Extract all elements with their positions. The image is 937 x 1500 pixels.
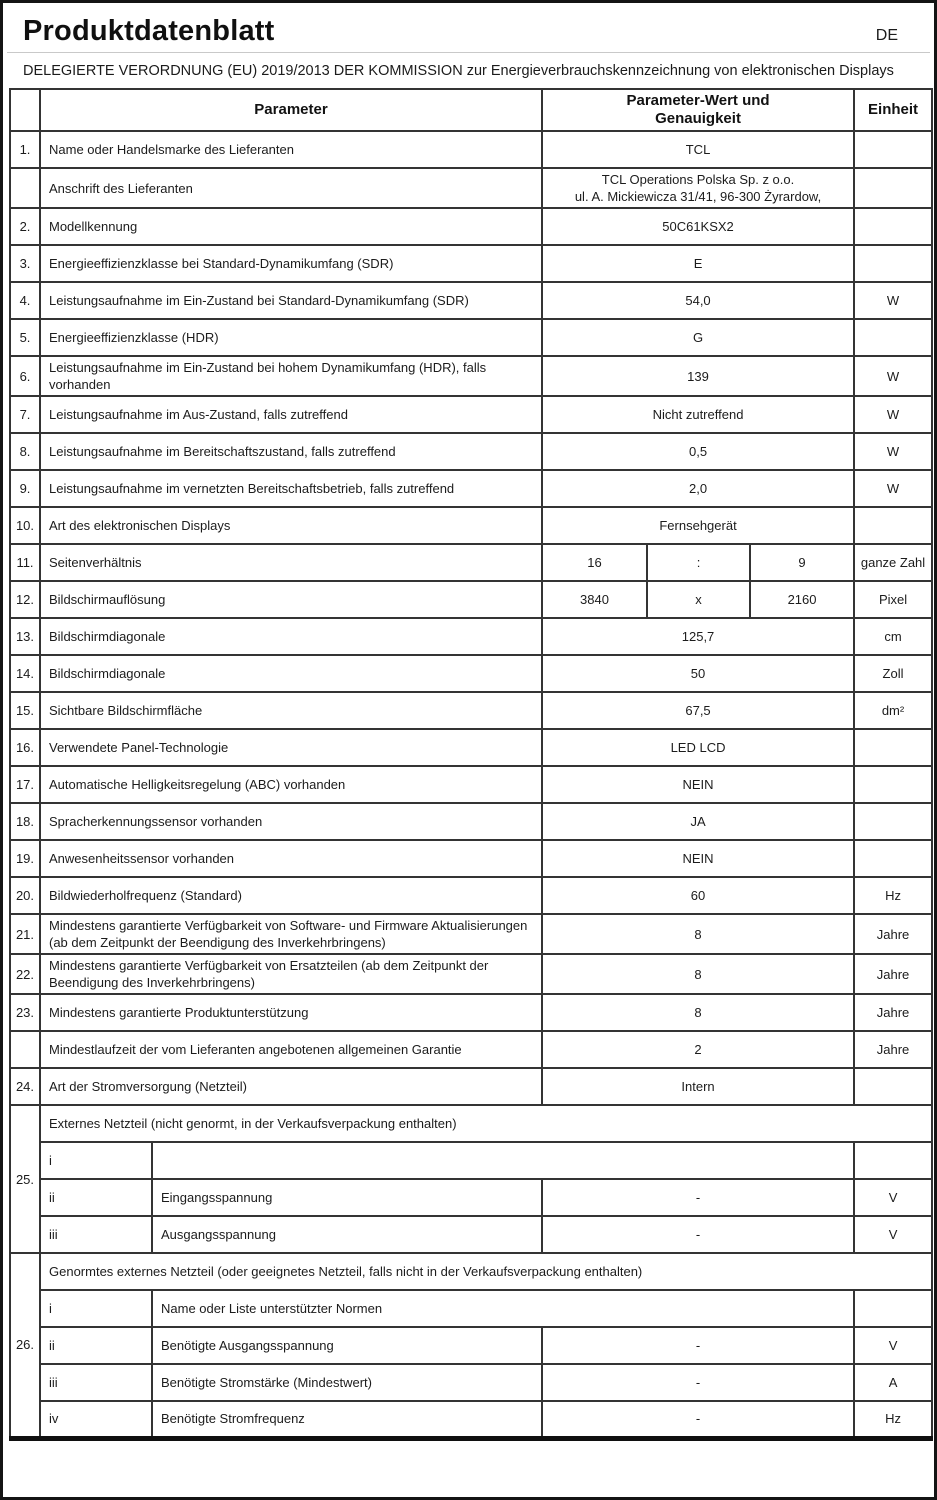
- row-number: 18.: [10, 803, 40, 840]
- parameter-label: Leistungsaufnahme im Aus-Zustand, falls zutreffend: [40, 396, 542, 433]
- table-row: [10, 507, 932, 544]
- subrow-label: Name oder Liste unterstützter Normen: [152, 1290, 854, 1327]
- row-number: 2.: [10, 208, 40, 245]
- table-row: [10, 131, 932, 168]
- parameter-unit: Jahre: [854, 1031, 932, 1068]
- parameter-label: Name oder Handelsmarke des Lieferanten: [40, 131, 542, 168]
- parameter-unit: [854, 319, 932, 356]
- table-row: [10, 581, 932, 618]
- parameter-value: 50: [542, 655, 854, 692]
- parameter-unit: [854, 168, 932, 208]
- parameter-unit: [854, 729, 932, 766]
- parameter-value: NEIN: [542, 840, 854, 877]
- subrow-index: iv: [40, 1401, 152, 1438]
- value-line: ul. A. Mickiewicza 31/41, 96-300 Żyrardow,: [574, 189, 822, 204]
- row-number: 5.: [10, 319, 40, 356]
- table-row-group-header: [10, 1253, 932, 1290]
- parameter-unit: Pixel: [854, 581, 932, 618]
- parameter-label: Automatische Helligkeitsregelung (ABC) vorhanden: [40, 766, 542, 803]
- parameter-value: 139: [542, 356, 854, 396]
- parameter-unit: [854, 766, 932, 803]
- subrow-index: iii: [40, 1364, 152, 1401]
- parameter-unit: [854, 803, 932, 840]
- row-number: 26.: [10, 1253, 40, 1438]
- parameter-label: Energieeffizienzklasse (HDR): [40, 319, 542, 356]
- parameter-label: Seitenverhältnis: [40, 544, 542, 581]
- row-number: 1.: [10, 131, 40, 168]
- table-row: [10, 470, 932, 507]
- parameter-label: Anschrift des Lieferanten: [40, 168, 542, 208]
- header-parameter: [40, 89, 542, 131]
- value-part: :: [647, 544, 750, 581]
- table-row: [10, 356, 932, 396]
- parameter-unit: Jahre: [854, 994, 932, 1031]
- row-number: 25.: [10, 1105, 40, 1253]
- parameter-unit: [854, 245, 932, 282]
- parameter-value: 2,0: [542, 470, 854, 507]
- row-number: 11.: [10, 544, 40, 581]
- parameter-label: Art des elektronischen Displays: [40, 507, 542, 544]
- parameter-label: Anwesenheitssensor vorhanden: [40, 840, 542, 877]
- parameter-unit: Zoll: [854, 655, 932, 692]
- table-row: [10, 618, 932, 655]
- parameter-unit: W: [854, 433, 932, 470]
- row-number: [10, 168, 40, 208]
- parameter-unit: Jahre: [854, 954, 932, 994]
- table-row: [10, 208, 932, 245]
- parameter-unit: [854, 208, 932, 245]
- parameter-label: Sichtbare Bildschirmfläche: [40, 692, 542, 729]
- subrow-index: iii: [40, 1216, 152, 1253]
- subrow-index: ii: [40, 1327, 152, 1364]
- row-number: 17.: [10, 766, 40, 803]
- parameter-unit: [854, 507, 932, 544]
- parameter-label: Spracherkennungssensor vorhanden: [40, 803, 542, 840]
- subrow-unit: A: [854, 1364, 932, 1401]
- subrow-index: ii: [40, 1179, 152, 1216]
- parameter-label: Mindestens garantierte Verfügbarkeit von Ersatzteilen (ab dem Zeitpunkt der Beendigung des Inverkehrbringens): [40, 954, 542, 994]
- parameter-value: Fernsehgerät: [542, 507, 854, 544]
- table-row: [10, 168, 932, 208]
- header-parameter-label: Parameter: [254, 101, 328, 118]
- row-number: 22.: [10, 954, 40, 994]
- row-number: 16.: [10, 729, 40, 766]
- subrow-index: i: [40, 1290, 152, 1327]
- parameter-label: Bildwiederholfrequenz (Standard): [40, 877, 542, 914]
- parameter-value: 8: [542, 994, 854, 1031]
- header-value-label: Parameter-Wert und Genauigkeit: [626, 92, 770, 127]
- parameter-value: Nicht zutreffend: [542, 396, 854, 433]
- table-row: [10, 1031, 932, 1068]
- header-number-cell: [10, 89, 40, 131]
- subrow-unit: V: [854, 1216, 932, 1253]
- parameter-value: Intern: [542, 1068, 854, 1105]
- subrow-unit: V: [854, 1327, 932, 1364]
- group-header-label: Genormtes externes Netzteil (oder geeignetes Netzteil, falls nicht in der Verkaufsverpackung enthalten): [40, 1253, 932, 1290]
- value-part: x: [647, 581, 750, 618]
- parameter-value: NEIN: [542, 766, 854, 803]
- row-number: 3.: [10, 245, 40, 282]
- parameter-unit: [854, 131, 932, 168]
- parameter-unit: cm: [854, 618, 932, 655]
- table-row: [10, 692, 932, 729]
- parameter-value: 50C61KSX2: [542, 208, 854, 245]
- table-subrow: [10, 1364, 932, 1401]
- page-title: Produktdatenblatt: [23, 15, 275, 47]
- table-subrow: [10, 1179, 932, 1216]
- subrow-label: Eingangsspannung: [152, 1179, 542, 1216]
- title-row: [7, 9, 930, 53]
- parameter-unit: W: [854, 396, 932, 433]
- parameter-label: Bildschirmauflösung: [40, 581, 542, 618]
- row-number: 21.: [10, 914, 40, 954]
- subrow-unit: V: [854, 1179, 932, 1216]
- value-part: 2160: [750, 581, 854, 618]
- row-number: 12.: [10, 581, 40, 618]
- parameter-value: 125,7: [542, 618, 854, 655]
- parameter-unit: ganze Zahl: [854, 544, 932, 581]
- parameter-value: 8: [542, 914, 854, 954]
- parameter-value: JA: [542, 803, 854, 840]
- parameter-unit: W: [854, 470, 932, 507]
- parameter-label: Leistungsaufnahme im Bereitschaftszustand, falls zutreffend: [40, 433, 542, 470]
- parameter-value: TCL: [542, 131, 854, 168]
- row-number: 24.: [10, 1068, 40, 1105]
- row-number: 13.: [10, 618, 40, 655]
- table-row: [10, 1068, 932, 1105]
- subrow-label: Benötigte Ausgangsspannung: [152, 1327, 542, 1364]
- parameter-unit: Jahre: [854, 914, 932, 954]
- parameter-value: G: [542, 319, 854, 356]
- row-number: 23.: [10, 994, 40, 1031]
- subrow-unit: [854, 1290, 932, 1327]
- row-number: 15.: [10, 692, 40, 729]
- table-row: [10, 282, 932, 319]
- language-code-badge: DE: [875, 27, 898, 44]
- subrow-value: -: [542, 1179, 854, 1216]
- subrow-value: -: [542, 1216, 854, 1253]
- parameter-unit: dm²: [854, 692, 932, 729]
- subrow-label: Ausgangsspannung: [152, 1216, 542, 1253]
- table-row: [10, 729, 932, 766]
- row-number: 14.: [10, 655, 40, 692]
- parameter-label: Mindestlaufzeit der vom Lieferanten angebotenen allgemeinen Garantie: [40, 1031, 542, 1068]
- row-number: 20.: [10, 877, 40, 914]
- parameter-value: 2: [542, 1031, 854, 1068]
- table-row: [10, 245, 932, 282]
- parameter-label: Art der Stromversorgung (Netzteil): [40, 1068, 542, 1105]
- table-row: [10, 766, 932, 803]
- value-part: 3840: [542, 581, 647, 618]
- row-number: 9.: [10, 470, 40, 507]
- table-row: [10, 840, 932, 877]
- subrow-value: -: [542, 1401, 854, 1438]
- value-part: 16: [542, 544, 647, 581]
- regulation-subtitle: DELEGIERTE VERORDNUNG (EU) 2019/2013 DER KOMMISSION zur Energieverbrauchskennzeichnung von elektronischen Displays: [23, 63, 894, 79]
- row-number: 19.: [10, 840, 40, 877]
- row-number: 4.: [10, 282, 40, 319]
- parameter-label: Leistungsaufnahme im Ein-Zustand bei hohem Dynamikumfang (HDR), falls vorhanden: [40, 356, 542, 396]
- header-unit-label: Einheit: [868, 101, 919, 118]
- table-header-row: [10, 89, 932, 131]
- parameter-label: Bildschirmdiagonale: [40, 618, 542, 655]
- group-header-label: Externes Netzteil (nicht genormt, in der Verkaufsverpackung enthalten): [40, 1105, 932, 1142]
- parameter-value: E: [542, 245, 854, 282]
- parameter-unit: [854, 1068, 932, 1105]
- header-value: [542, 89, 854, 131]
- parameter-value: 0,5: [542, 433, 854, 470]
- subrow-label: Benötigte Stromstärke (Mindestwert): [152, 1364, 542, 1401]
- parameter-label: Mindestens garantierte Produktunterstützung: [40, 994, 542, 1031]
- table-subrow: [10, 1290, 932, 1327]
- parameter-value: 54,0: [542, 282, 854, 319]
- parameter-unit: W: [854, 282, 932, 319]
- table-row: [10, 544, 932, 581]
- value-part: 9: [750, 544, 854, 581]
- table-body: [10, 131, 932, 1438]
- row-number: 7.: [10, 396, 40, 433]
- table-subrow: [10, 1327, 932, 1364]
- parameter-unit: [854, 840, 932, 877]
- parameter-value: 60: [542, 877, 854, 914]
- row-number: 6.: [10, 356, 40, 396]
- row-number: 8.: [10, 433, 40, 470]
- table-row: [10, 803, 932, 840]
- subrow-unit: Hz: [854, 1401, 932, 1438]
- parameter-value: 8: [542, 954, 854, 994]
- row-number: 10.: [10, 507, 40, 544]
- table-row: [10, 655, 932, 692]
- parameter-unit: Hz: [854, 877, 932, 914]
- datasheet-table: [9, 88, 933, 1441]
- table-row-group-header: [10, 1105, 932, 1142]
- table-subrow: [10, 1216, 932, 1253]
- table-row: [10, 433, 932, 470]
- table-row: [10, 994, 932, 1031]
- table-row: [10, 396, 932, 433]
- parameter-value: [542, 168, 854, 208]
- table-row: [10, 914, 932, 954]
- parameter-label: Verwendete Panel-Technologie: [40, 729, 542, 766]
- subrow-value: -: [542, 1364, 854, 1401]
- header-unit: [854, 89, 932, 131]
- parameter-label: Bildschirmdiagonale: [40, 655, 542, 692]
- table-row: [10, 877, 932, 914]
- parameter-value: LED LCD: [542, 729, 854, 766]
- table-row: [10, 319, 932, 356]
- value-line: TCL Operations Polska Sp. z o.o.: [601, 172, 795, 187]
- parameter-unit: W: [854, 356, 932, 396]
- row-number: [10, 1031, 40, 1068]
- parameter-label: Leistungsaufnahme im vernetzten Bereitschaftsbetrieb, falls zutreffend: [40, 470, 542, 507]
- table-subrow: [10, 1142, 932, 1179]
- parameter-label: Mindestens garantierte Verfügbarkeit von Software- und Firmware Aktualisierungen (ab dem Zeitpunkt der Beendigung des Inverkehrbringens): [40, 914, 542, 954]
- parameter-label: Modellkennung: [40, 208, 542, 245]
- parameter-label: Energieeffizienzklasse bei Standard-Dynamikumfang (SDR): [40, 245, 542, 282]
- subrow-unit: [854, 1142, 932, 1179]
- parameter-label: Leistungsaufnahme im Ein-Zustand bei Standard-Dynamikumfang (SDR): [40, 282, 542, 319]
- table-row: [10, 954, 932, 994]
- parameter-value: 67,5: [542, 692, 854, 729]
- subrow-index: i: [40, 1142, 152, 1179]
- subrow-label: Benötigte Stromfrequenz: [152, 1401, 542, 1438]
- table-subrow: [10, 1401, 932, 1438]
- subrow-label: [152, 1142, 854, 1179]
- subrow-value: -: [542, 1327, 854, 1364]
